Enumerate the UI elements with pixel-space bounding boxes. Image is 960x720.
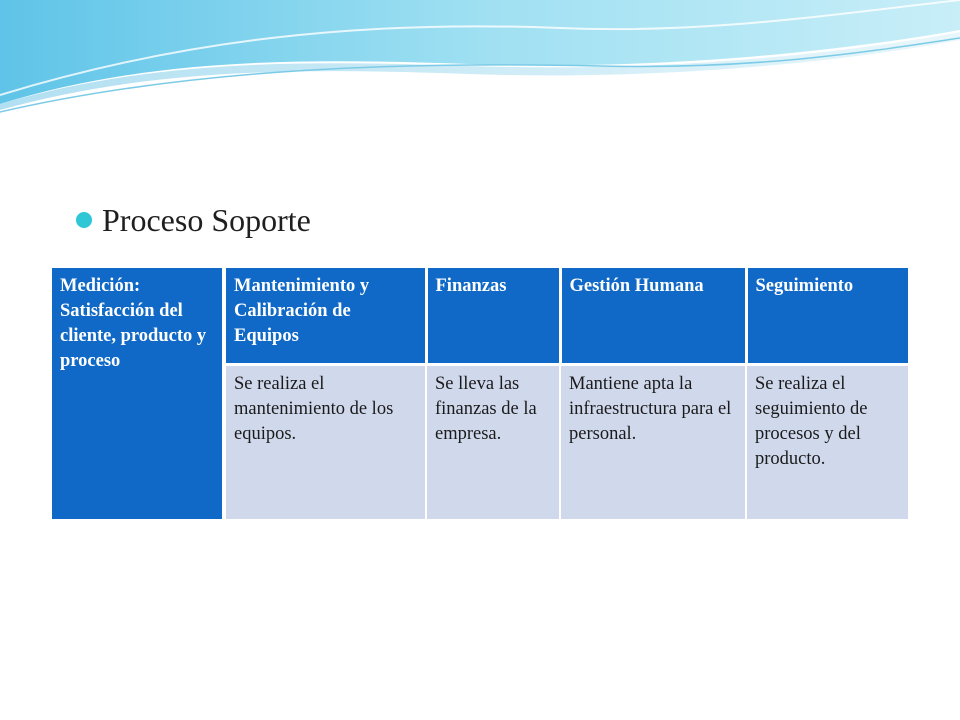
table-header-cell: Finanzas bbox=[426, 268, 560, 364]
slide-title: Proceso Soporte bbox=[102, 202, 311, 238]
table-cell: Mantiene apta la infraestructura para el personal. bbox=[560, 364, 746, 519]
table-header-cell: Gestión Humana bbox=[560, 268, 746, 364]
process-table-container bbox=[52, 268, 908, 519]
table-cell: Se realiza el mantenimiento de los equipos. bbox=[224, 364, 426, 519]
table-header-row bbox=[52, 268, 908, 364]
table-header-cell: Mantenimiento y Calibración de Equipos bbox=[224, 268, 426, 364]
bullet-dot-icon bbox=[76, 212, 92, 228]
table-header-cell: Seguimiento bbox=[746, 268, 908, 364]
bullet-item bbox=[76, 200, 311, 240]
table-cell: Se lleva las finanzas de la empresa. bbox=[426, 364, 560, 519]
table-header-cell: Medición: Satisfacción del cliente, producto y proceso bbox=[52, 268, 224, 519]
decorative-wave-banner bbox=[0, 0, 960, 120]
process-table bbox=[52, 268, 908, 519]
table-cell: Se realiza el seguimiento de procesos y del producto. bbox=[746, 364, 908, 519]
